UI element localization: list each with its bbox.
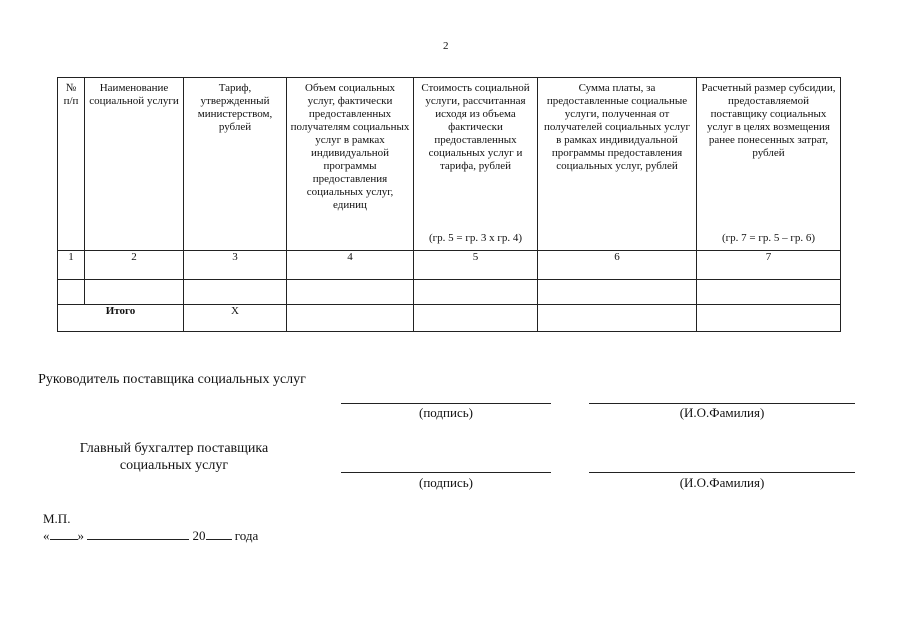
- header-text: № п/п: [63, 82, 79, 107]
- header-text: Наименование социальной услуги: [89, 82, 179, 107]
- total-tariff: Х: [184, 305, 287, 332]
- header-cell: [85, 78, 184, 251]
- accountant-name-line: [589, 472, 855, 473]
- date-line: [43, 527, 258, 544]
- header-cell: [697, 78, 841, 251]
- empty-cell: [697, 280, 841, 305]
- year-suffix: года: [234, 528, 259, 543]
- column-number: 2: [85, 251, 184, 280]
- empty-cell: [414, 305, 538, 332]
- column-number: 6: [538, 251, 697, 280]
- year-prefix: 20: [192, 528, 206, 543]
- month-blank[interactable]: [87, 528, 189, 540]
- empty-cell: [697, 305, 841, 332]
- empty-cell: [85, 280, 184, 305]
- head-label: Руководитель поставщика социальных услуг: [38, 372, 306, 387]
- accountant-label: Главный бухгалтер поставщика социальных услуг: [79, 441, 269, 473]
- header-formula: (гр. 7 = гр. 5 – гр. 6): [721, 232, 816, 244]
- header-cell: [184, 78, 287, 251]
- head-signature-line: [341, 403, 551, 404]
- empty-cell: [414, 280, 538, 305]
- year-blank[interactable]: [206, 528, 232, 540]
- open-quote: «: [43, 528, 50, 543]
- close-quote: »: [77, 528, 84, 543]
- header-text: Тариф, утвержденный министерством, рублей: [197, 82, 273, 133]
- empty-cell: [538, 280, 697, 305]
- accountant-signature-line: [341, 472, 551, 473]
- header-cell: [58, 78, 85, 251]
- header-cell: [538, 78, 697, 251]
- header-formula: (гр. 5 = гр. 3 х гр. 4): [428, 232, 523, 244]
- column-number-row: [58, 251, 841, 280]
- column-number: 3: [184, 251, 287, 280]
- head-name-caption: (И.О.Фамилия): [679, 405, 765, 420]
- header-text: Стоимость социальной услуги, рассчитанная исходя из объема фактически предоставленных социальных услуг и тарифа, рублей: [421, 82, 530, 172]
- empty-cell: [287, 280, 414, 305]
- empty-cell: [184, 280, 287, 305]
- table-header-row: [58, 78, 841, 251]
- column-number: 1: [58, 251, 85, 280]
- stamp-date-block: [43, 510, 258, 544]
- header-text: Объем социальных услуг, фактически предоставленных получателям социальных услуг в рамках индивидуальной программы предоставления социальных услуг, единиц: [290, 82, 410, 211]
- table-row: [58, 280, 841, 305]
- column-number: 5: [414, 251, 538, 280]
- stamp-mark: М.П.: [43, 511, 71, 526]
- accountant-name-caption: (И.О.Фамилия): [679, 475, 765, 490]
- header-cell: [414, 78, 538, 251]
- empty-cell: [58, 280, 85, 305]
- header-cell: [287, 78, 414, 251]
- column-number: 4: [287, 251, 414, 280]
- column-number: 7: [697, 251, 841, 280]
- empty-cell: [287, 305, 414, 332]
- head-name-line: [589, 403, 855, 404]
- header-text: Сумма платы, за предоставленные социальные услуги, полученная от получателей социальных услуг в рамках индивидуальной программы предоставления социальных услуг, рублей: [543, 82, 691, 172]
- subsidy-calculation-table: [57, 77, 841, 332]
- empty-cell: [538, 305, 697, 332]
- header-text: Расчетный размер субсидии, предоставляемой поставщику социальных услуг в целях возмещения ранее понесенных затрат, рублей: [701, 82, 836, 159]
- page-number: 2: [443, 40, 449, 52]
- accountant-signature-caption: (подпись): [419, 475, 473, 490]
- total-label: Итого: [58, 305, 184, 332]
- total-row: [58, 305, 841, 332]
- day-blank[interactable]: [50, 528, 78, 540]
- head-signature-caption: (подпись): [419, 405, 473, 420]
